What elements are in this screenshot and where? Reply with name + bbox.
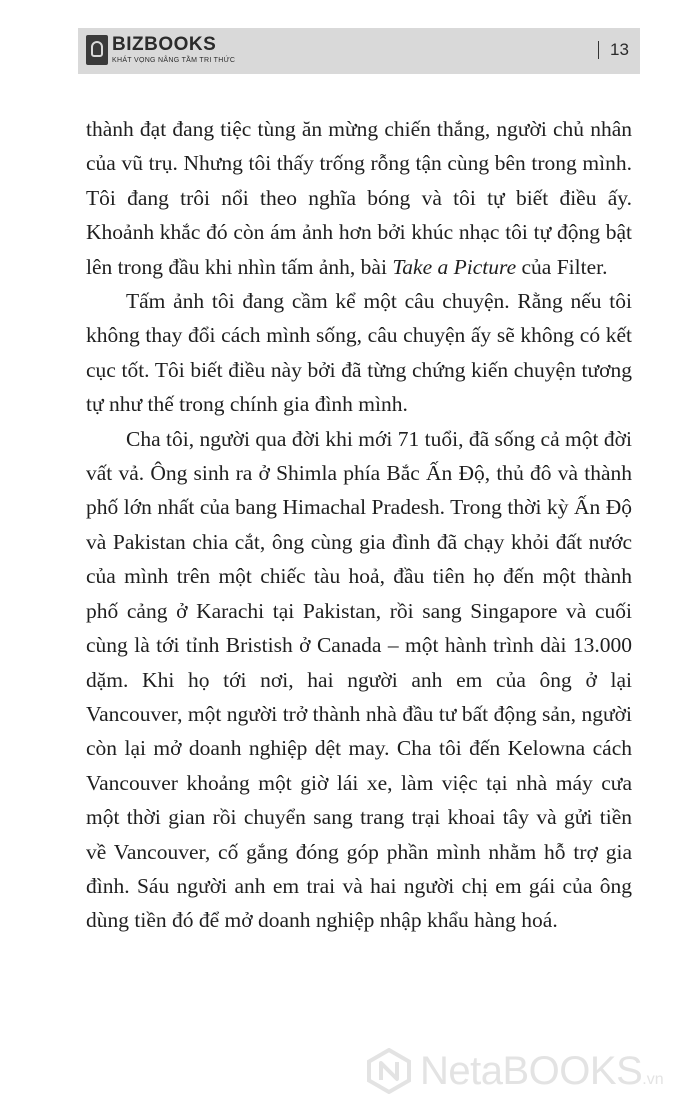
- watermark: [366, 1040, 686, 1104]
- paragraph: [86, 422, 632, 938]
- paragraph-text: Tấm ảnh tôi đang cầm kể một câu chuyện. Rằng nếu tôi không thay đổi cách mình sống, câu chuyện ấy sẽ không có kết cục tốt. Tôi biết điều này bởi đã từng chứng kiến chuyện tương tự như thế trong chính gia đình mình.: [86, 289, 632, 417]
- page-number-divider: [598, 41, 599, 59]
- paragraph-text: thành đạt đang tiệc tùng ăn mừng chiến thắng, người chủ nhân của vũ trụ. Nhưng tôi thấy trống rỗng tận cùng bên trong mình. Tôi đang trôi nổi theo nghĩa bóng và tôi tự biết điều ấy. Khoảnh khắc đó còn ám ảnh hơn bởi khúc nhạc tôi tự động bật lên trong đầu khi nhìn tấm ảnh, bài: [86, 117, 632, 279]
- brand-name: BIZBOOKS: [112, 34, 217, 55]
- page-header: [78, 28, 640, 74]
- watermark-text: NetaBOOKS.vn: [420, 1049, 664, 1093]
- page-number: 13: [610, 40, 629, 59]
- paragraph: [86, 284, 632, 422]
- watermark-suffix: .vn: [642, 1071, 664, 1088]
- song-title: Take a Picture: [392, 254, 517, 279]
- netabooks-logo-icon: [366, 1048, 412, 1094]
- body-text: [86, 112, 632, 938]
- bizbooks-logo-icon: [86, 35, 108, 65]
- paragraph: [86, 112, 632, 284]
- paragraph-text: Cha tôi, người qua đời khi mới 71 tuổi, đã sống cả một đời vất vả. Ông sinh ra ở Shimla phía Bắc Ấn Độ, thủ đô và thành phố lớn nhất của bang Himachal Pradesh. Trong thời kỳ Ấn Độ và Pakistan chia cắt, ông cùng gia đình đã chạy khỏi đất nước của mình trên một chiếc tàu hoả, đầu tiên họ đến một thành phố cảng ở Karachi tại Pakistan, rồi sang Singapore và cuối cùng là tới tỉnh Bristish ở Canada – một hành trình dài 13.000 dặm. Khi họ tới nơi, hai người anh em của ông ở lại Vancouver, một người trở thành nhà đầu tư bất động sản, người còn lại mở doanh nghiệp dệt may. Cha tôi đến Kelowna cách Vancouver khoảng một giờ lái xe, làm việc tại nhà máy cưa một thời gian rồi chuyển sang trang trại khoai tây và gửi tiền về Vancouver, cố gắng đóng góp phần mình nhằm hỗ trợ gia đình. Sáu người anh em trai và hai người chị em gái của ông dùng tiền đó để mở doanh nghiệp nhập khẩu hàng hoá.: [86, 426, 632, 933]
- paragraph-text: của Filter.: [516, 254, 608, 279]
- brand-tagline: KHÁT VỌNG NÂNG TẦM TRI THỨC: [112, 57, 236, 64]
